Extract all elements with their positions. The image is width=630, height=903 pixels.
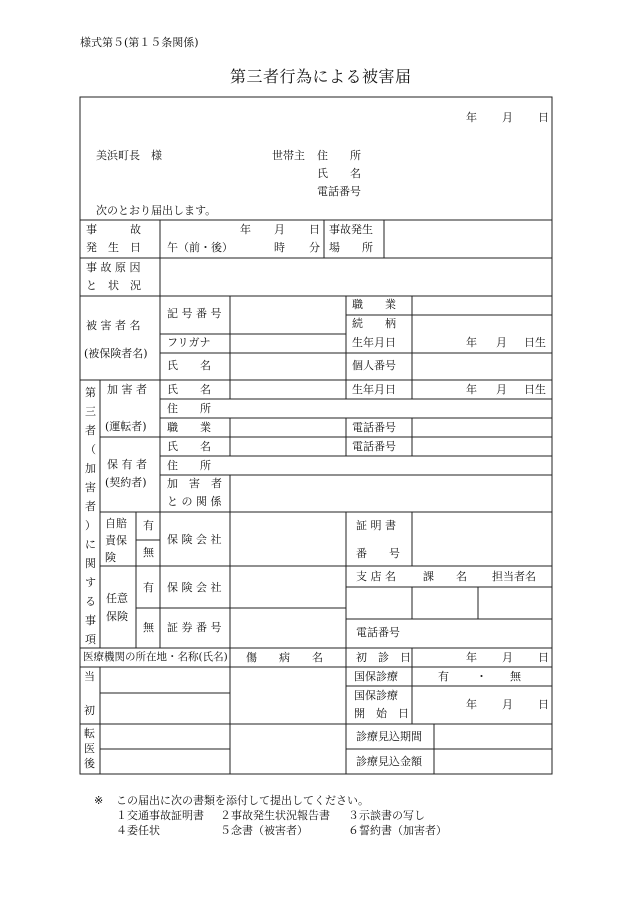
accident-minute-label: 分 xyxy=(309,241,320,254)
holder-name-label: 氏 名 xyxy=(167,440,211,453)
nini-insurer-label: 保 険 会 社 xyxy=(167,581,222,594)
vertical-char: に xyxy=(85,538,96,551)
relation-label-1: 加 害 者 xyxy=(167,477,222,490)
jibai-label-1: 自賠 xyxy=(105,517,127,530)
victim-name-label: 氏 名 xyxy=(167,359,211,372)
expected-period-label: 診療見込期間 xyxy=(356,730,422,743)
jibai-no-option[interactable]: 無 xyxy=(143,546,154,559)
perpetrator-occupation-label: 職 業 xyxy=(167,421,211,434)
accident-date-label-2: 発 生 日 xyxy=(86,241,141,254)
kokuho-start-label-2: 開 始 日 xyxy=(354,707,409,720)
vertical-char: 事 xyxy=(85,614,96,627)
start-year: 年 xyxy=(466,698,477,711)
addressee: 美浜町長 様 xyxy=(96,149,162,162)
accident-day-label: 日 xyxy=(309,223,320,236)
victim-occupation-label: 職 業 xyxy=(352,298,396,311)
victim-birth-label: 生年月日 xyxy=(352,336,396,349)
perpetrator-label: 加 害 者 xyxy=(107,383,147,396)
vertical-char: 害 xyxy=(85,481,96,494)
note-intro: この届出に次の書類を添付して提出してください。 xyxy=(116,794,369,807)
victim-furigana-label: フリガナ xyxy=(167,336,211,349)
attachment-item: ５念書（被害者） xyxy=(220,824,308,837)
perpetrator-name-label: 氏 名 xyxy=(167,383,211,396)
driver-label: (運転者) xyxy=(105,420,147,433)
injury-label: 傷 病 名 xyxy=(246,651,323,664)
victim-birth-year: 年 xyxy=(466,336,477,349)
perpetrator-address-label: 住 所 xyxy=(167,402,211,415)
institution-label: 医療機関の所在地・名称(氏名) xyxy=(83,651,228,663)
nini-yes-option[interactable]: 有 xyxy=(143,581,154,594)
vertical-char: す xyxy=(85,576,96,589)
start-month: 月 xyxy=(502,698,513,711)
vertical-char: 者 xyxy=(85,424,96,437)
perpetrator-birth-label: 生年月日 xyxy=(352,383,396,396)
victim-label-2: (被保険者名) xyxy=(84,347,148,360)
vertical-char: 項 xyxy=(85,633,96,646)
accident-place-label-1: 事故発生 xyxy=(329,223,373,236)
vertical-char: 関 xyxy=(85,557,96,570)
transfer-label-1: 転 xyxy=(84,727,95,740)
note-mark: ※ xyxy=(94,794,104,807)
accident-place-label-2: 場 所 xyxy=(329,241,373,254)
vertical-char: 者 xyxy=(85,500,96,513)
kokuho-yes-option[interactable]: 有 xyxy=(438,670,449,683)
first-visit-month: 月 xyxy=(502,651,513,664)
kokuho-separator: ・ xyxy=(476,670,487,683)
attachment-item: ３示談書の写し xyxy=(348,809,425,822)
holder-address-label: 住 所 xyxy=(167,459,211,472)
initial-label-1: 当 xyxy=(84,670,95,683)
relation-label-2: と の 関 係 xyxy=(167,495,222,508)
name-label: 氏 名 xyxy=(317,167,361,180)
page-title: 第三者行為による被害届 xyxy=(230,67,412,86)
attachment-item: ４委任状 xyxy=(116,824,160,837)
holder-phone-label: 電話番号 xyxy=(352,440,396,453)
jibai-yes-option[interactable]: 有 xyxy=(143,519,154,532)
date-year-label: 年 xyxy=(466,111,477,124)
section-label: 課 名 xyxy=(423,570,467,583)
accident-hour-label: 時 xyxy=(274,241,285,254)
branch-label: 支 店 名 xyxy=(356,570,396,583)
vertical-char: ） xyxy=(85,519,96,532)
perpetrator-birth-month: 月 xyxy=(496,383,507,396)
accident-ampm-label: 午（前・後） xyxy=(167,241,233,254)
nini-label-1: 任意 xyxy=(106,592,128,605)
jibai-label-2: 責保 xyxy=(105,534,127,547)
vertical-char: る xyxy=(85,595,96,608)
start-day: 日 xyxy=(538,698,549,711)
phone-label: 電話番号 xyxy=(317,185,361,198)
initial-label-2: 初 xyxy=(84,704,95,717)
person-in-charge-label: 担当者名 xyxy=(492,570,536,583)
householder-label: 世帯主 xyxy=(272,149,305,162)
victim-symbol-no-label: 記 号 番 号 xyxy=(167,307,222,320)
attachment-item: １交通事故証明書 xyxy=(116,809,204,822)
vertical-char: （ xyxy=(85,443,96,456)
vertical-char: 加 xyxy=(85,462,96,475)
date-day-label: 日 xyxy=(538,111,549,124)
first-visit-year: 年 xyxy=(466,651,477,664)
victim-relation-label: 続 柄 xyxy=(352,317,396,330)
insurer-phone-label: 電話番号 xyxy=(356,626,400,639)
certificate-label-1: 証 明 書 xyxy=(356,519,396,532)
perpetrator-birth-year: 年 xyxy=(466,383,477,396)
accident-year-label: 年 xyxy=(240,223,251,236)
form-number: 様式第５(第１５条関係) xyxy=(80,36,199,49)
kokuho-start-label-1: 国保診療 xyxy=(354,689,398,702)
address-label: 住 所 xyxy=(317,149,361,162)
accident-month-label: 月 xyxy=(274,223,285,236)
victim-label-1: 被 害 者 名 xyxy=(86,319,141,332)
expected-amount-label: 診療見込金額 xyxy=(356,755,422,768)
holder-label-2: (契約者) xyxy=(105,476,147,489)
nini-no-option[interactable]: 無 xyxy=(143,621,154,634)
accident-cause-label-1: 事 故 原 因 xyxy=(86,261,141,274)
perpetrator-birth-day: 日生 xyxy=(524,383,546,396)
accident-date-label-1: 事 故 xyxy=(86,223,141,236)
kokuho-no-option[interactable]: 無 xyxy=(510,670,521,683)
jibai-label-3: 険 xyxy=(105,551,116,564)
policy-number-label: 証 券 番 号 xyxy=(167,621,222,634)
first-visit-label: 初 診 日 xyxy=(356,651,411,664)
statement-text: 次のとおり届出します。 xyxy=(96,204,217,217)
victim-personal-no-label: 個人番号 xyxy=(352,359,396,372)
accident-cause-label-2: と 状 況 xyxy=(86,279,141,292)
victim-birth-month: 月 xyxy=(496,336,507,349)
transfer-label-3: 後 xyxy=(84,757,95,770)
first-visit-day: 日 xyxy=(538,651,549,664)
vertical-char: 三 xyxy=(85,405,96,418)
transfer-label-2: 医 xyxy=(84,742,95,755)
attachment-item: ６誓約書（加害者） xyxy=(348,824,447,837)
nini-label-2: 保険 xyxy=(106,610,128,623)
victim-birth-day: 日生 xyxy=(524,336,546,349)
kokuho-label: 国保診療 xyxy=(354,670,398,683)
jibai-insurer-label: 保 険 会 社 xyxy=(167,533,222,546)
holder-label-1: 保 有 者 xyxy=(107,458,147,471)
perpetrator-phone-label: 電話番号 xyxy=(352,421,396,434)
date-month-label: 月 xyxy=(502,111,513,124)
certificate-label-2: 番 号 xyxy=(356,547,400,560)
vertical-char: 第 xyxy=(85,386,96,399)
attachment-item: ２事故発生状況報告書 xyxy=(220,809,330,822)
